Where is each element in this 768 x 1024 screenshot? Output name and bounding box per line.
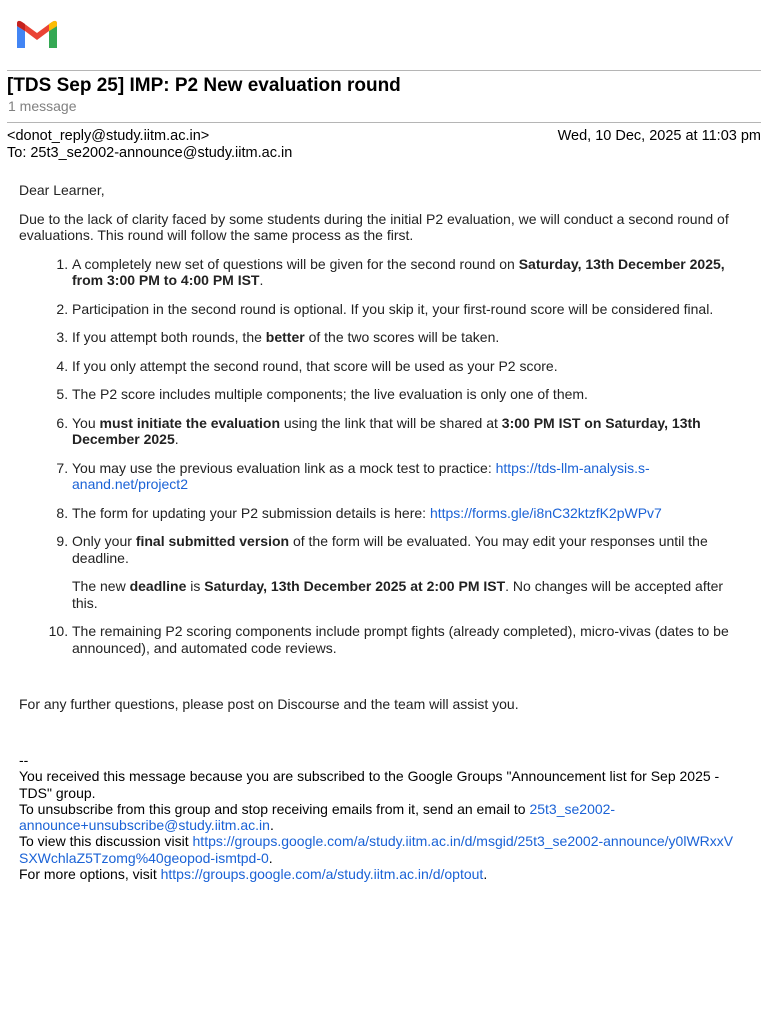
- to-label: To:: [7, 145, 27, 161]
- list-item: 5. The P2 score includes multiple components; the live evaluation is only one of them.: [72, 386, 741, 403]
- subject-divider: [7, 122, 761, 123]
- gmail-logo-icon: [8, 6, 66, 62]
- closing-paragraph: For any further questions, please post on Discourse and the team will assist you.: [19, 696, 519, 712]
- list-item: 2. Participation in the second round is optional. If you skip it, your first-round score will be considered final.: [72, 301, 741, 318]
- list-item: 9. Only your final submitted version of the form will be evaluated. You may edit your responses until the deadline. The new deadline is Saturday, 13th December 2025 at 2:00 PM IST. No changes will be accepted after this.: [72, 533, 741, 611]
- list-item: 4. If you only attempt the second round, that score will be used as your P2 score.: [72, 358, 741, 375]
- sent-date: Wed, 10 Dec, 2025 at 11:03 pm: [557, 128, 761, 144]
- list-item: 1. A completely new set of questions will be given for the second round on Saturday, 13th December 2025, from 3:00 PM to 4:00 PM IST.: [72, 256, 741, 289]
- header-divider: [7, 70, 761, 71]
- mock-test-link[interactable]: https://tds-llm-analysis.s-anand.net/project2: [72, 459, 650, 492]
- email-body: [19, 182, 741, 713]
- message-count: 1 message: [8, 98, 77, 114]
- list-item: 3. If you attempt both rounds, the better of the two scores will be taken.: [72, 329, 741, 346]
- email-subject: [TDS Sep 25] IMP: P2 New evaluation round: [7, 75, 401, 96]
- list-item: 6. You must initiate the evaluation using the link that will be shared at 3:00 PM IST on Saturday, 13th December 2025.: [72, 415, 741, 448]
- deadline-note: The new deadline is Saturday, 13th December 2025 at 2:00 PM IST. No changes will be accepted after this.: [72, 578, 724, 611]
- sender-address[interactable]: <donot_reply@study.iitm.ac.in>: [7, 128, 210, 144]
- intro-paragraph: Due to the lack of clarity faced by some students during the initial P2 evaluation, we will conduct a second round of evaluations. This round will follow the same process as the first.: [19, 210, 729, 243]
- options-link[interactable]: https://groups.google.com/a/study.iitm.ac.in/d/optout: [160, 866, 484, 883]
- list-item: 7. You may use the previous evaluation link as a mock test to practice: https://tds-llm-analysis.s-anand.net/project2: [72, 460, 741, 493]
- recipient-address[interactable]: 25t3_se2002-announce@study.iitm.ac.in: [30, 145, 293, 161]
- list-item: 8. The form for updating your P2 submission details is here: https://forms.gle/i8nC32ktzfK2pWPv7: [72, 505, 741, 522]
- recipient-line: [7, 145, 292, 161]
- footer-separator: --: [19, 752, 29, 768]
- list-item: 10. The remaining P2 scoring components include prompt fights (already completed), micro-vivas (dates to be announced), and automated code reviews.: [72, 623, 741, 656]
- options-line: For more options, visit https://groups.google.com/a/study.iitm.ac.in/d/optout.: [19, 866, 488, 883]
- discussion-line: To view this discussion visit https://groups.google.com/a/study.iitm.ac.in/d/msgid/25t3_se2002-announce/y0lWRxxVSXWchlaZ5Tzomg%40geopod-ismtpd-0.: [19, 833, 734, 866]
- subscription-notice: You received this message because you are subscribed to the Google Groups "Announcement list for Sep 2025 - TDS" group.: [19, 768, 720, 801]
- group-footer: [19, 752, 741, 882]
- unsubscribe-line: To unsubscribe from this group and stop receiving emails from it, send an email to 25t3_se2002-announce+unsubscribe@study.iitm.ac.in.: [19, 800, 616, 834]
- submission-form-link[interactable]: https://forms.gle/i8nC32ktzfK2pWPv7: [429, 504, 662, 521]
- points-list: [19, 256, 741, 657]
- unsubscribe-link[interactable]: 25t3_se2002-announce+unsubscribe@study.iitm.ac.in: [19, 800, 616, 834]
- greeting: Dear Learner,: [19, 182, 105, 198]
- discussion-link[interactable]: https://groups.google.com/a/study.iitm.ac.in/d/msgid/25t3_se2002-announce/y0lWRxxVSXWchlaZ5Tzomg%40geopod-ismtpd-0: [19, 833, 734, 866]
